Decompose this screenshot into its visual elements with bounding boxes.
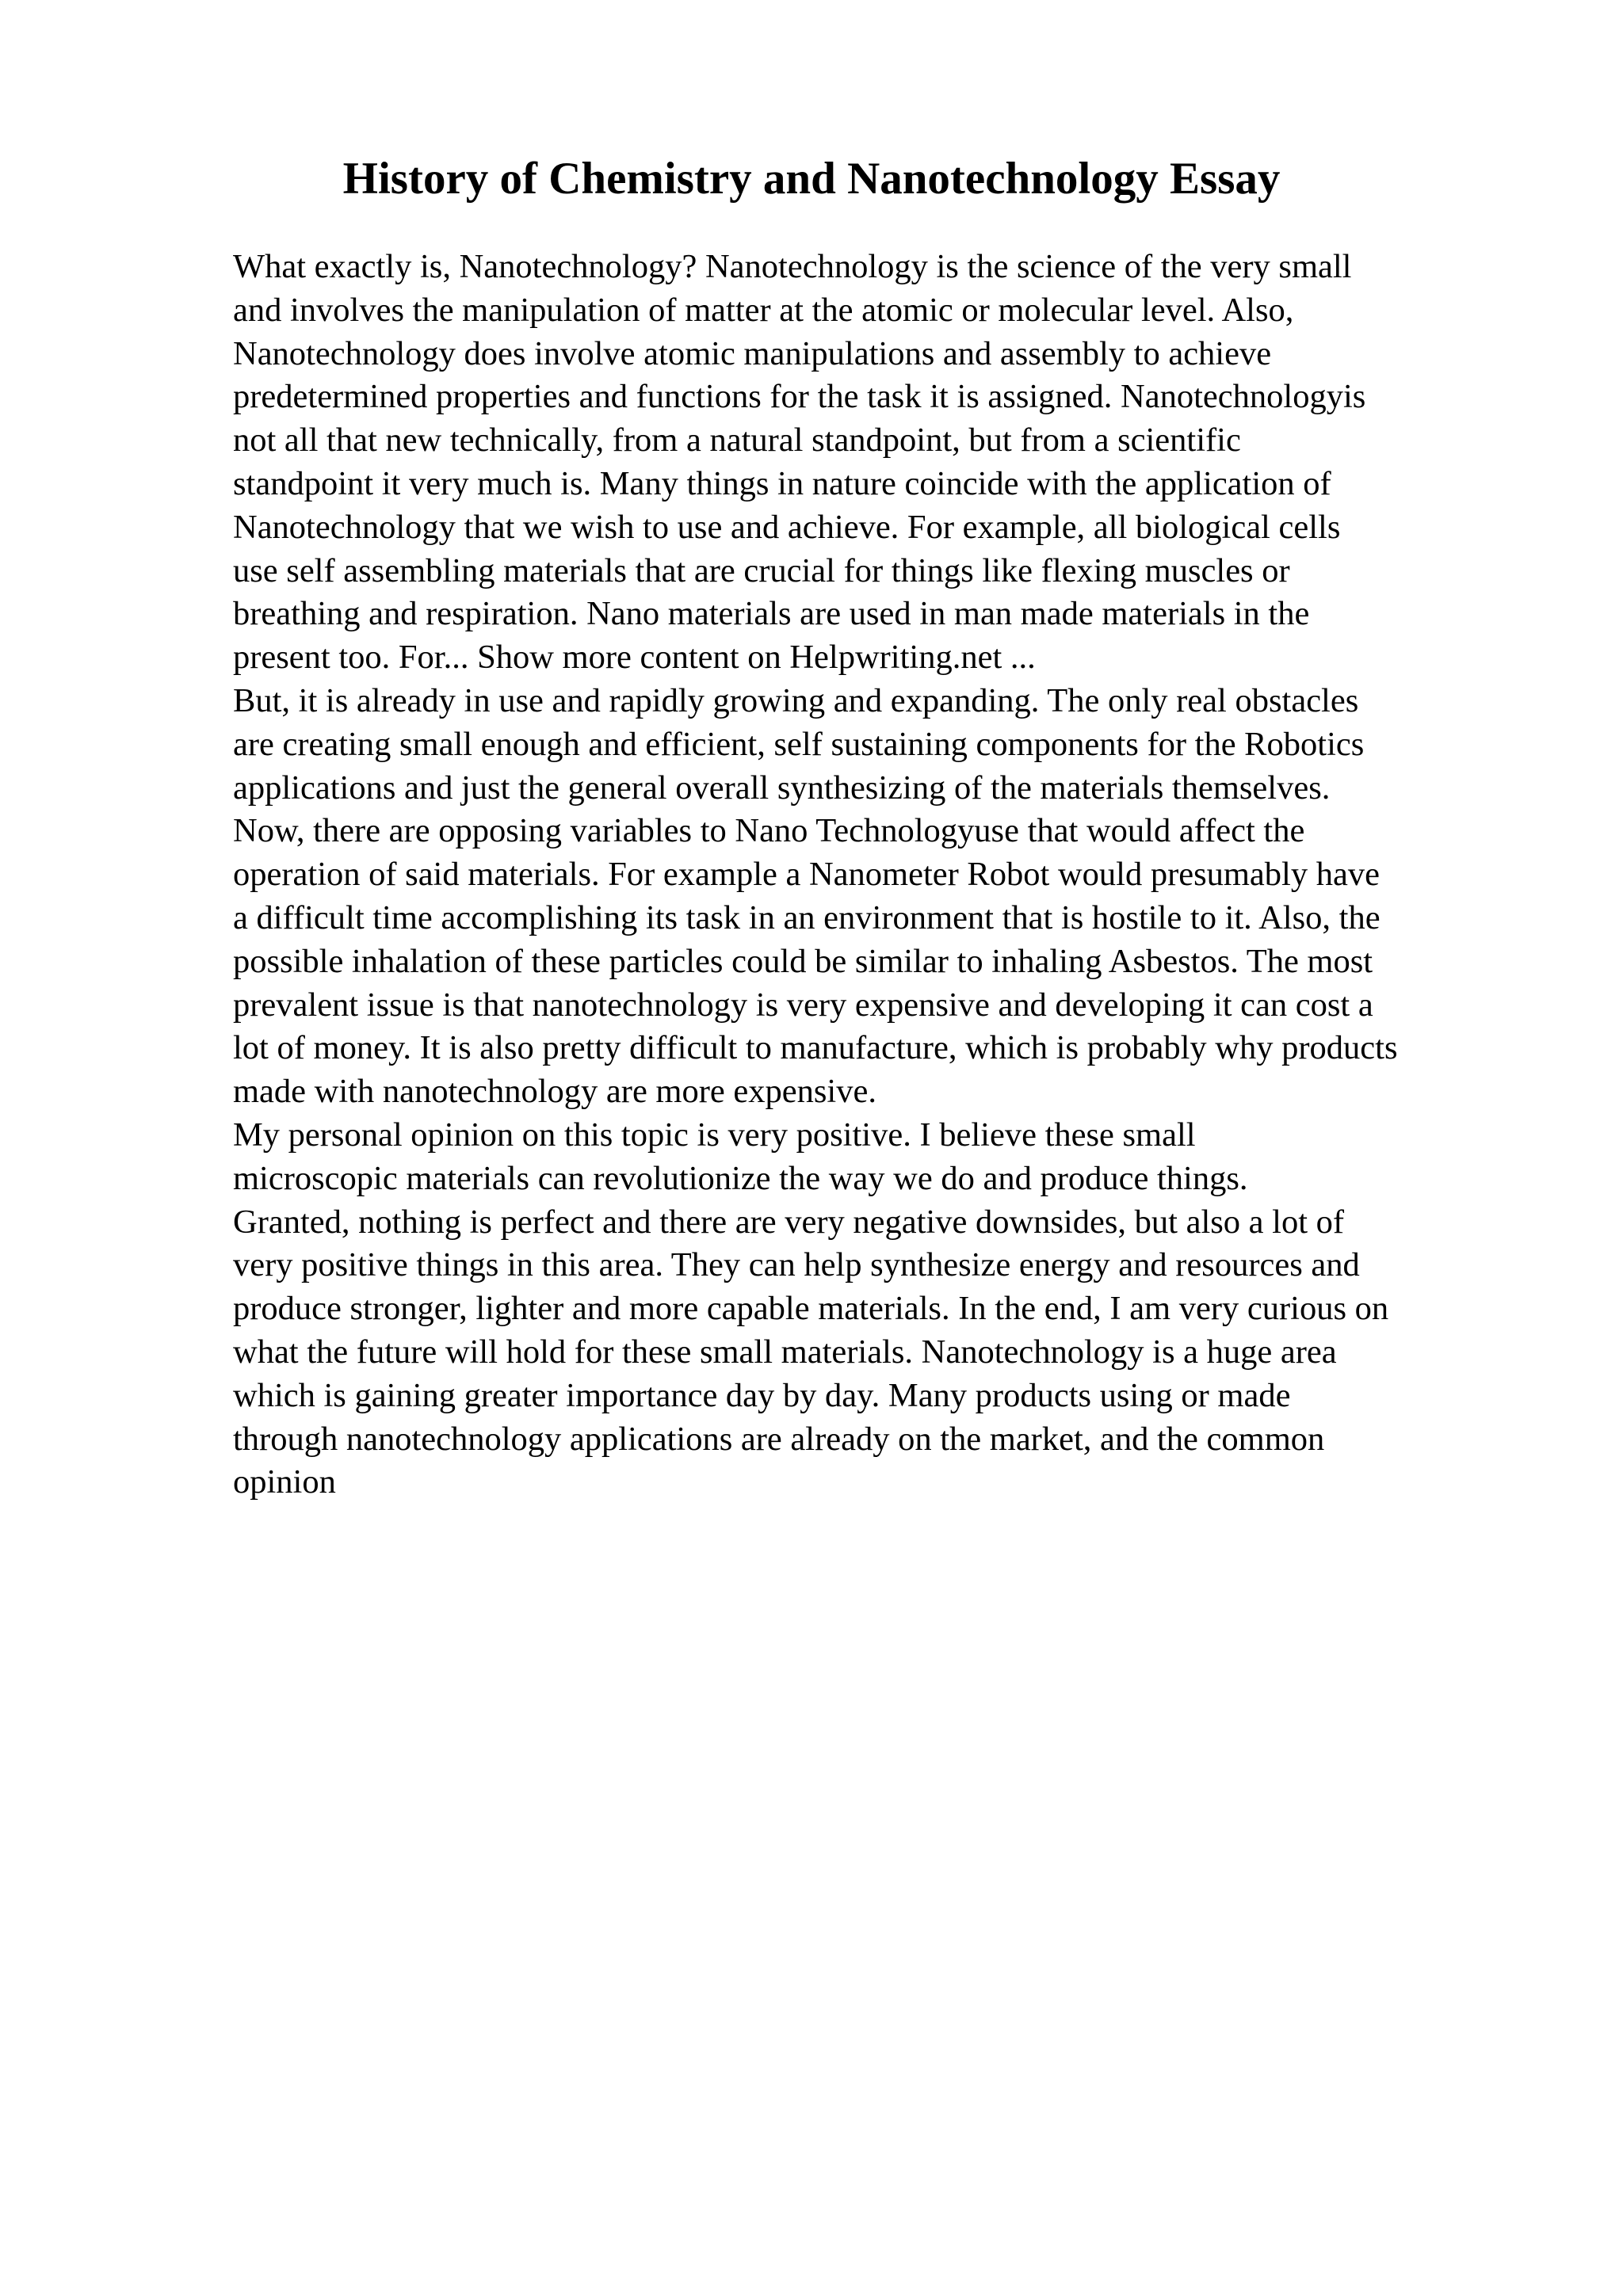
text-line: use self assembling materials that are crucial for things like flexing muscles or bbox=[233, 551, 1290, 589]
text-line: Nanotechnology does involve atomic manipulations and assembly to achieve bbox=[233, 334, 1272, 372]
document-title: History of Chemistry and Nanotechnology Essay bbox=[342, 154, 1281, 204]
text-line: breathing and respiration. Nano materials are used in man made materials in the bbox=[233, 595, 1310, 633]
text-line: what the future will hold for these small materials. Nanotechnology is a huge area bbox=[233, 1333, 1337, 1371]
text-line: opinion bbox=[233, 1463, 336, 1501]
text-line: My personal opinion on this topic is very positive. I believe these small bbox=[233, 1116, 1196, 1154]
text-line: applications and just the general overall synthesizing of the materials themselves. bbox=[233, 769, 1331, 807]
text-line: a difficult time accomplishing its task in an environment that is hostile to it. Also, the bbox=[233, 898, 1381, 936]
text-line: are creating small enough and efficient, self sustaining components for the Robotics bbox=[233, 725, 1365, 763]
text-line: produce stronger, lighter and more capable materials. In the end, I am very curious on bbox=[233, 1290, 1389, 1328]
text-line: predetermined properties and functions for the task it is assigned. Nanotechnologyis bbox=[233, 378, 1366, 416]
text-line: What exactly is, Nanotechnology? Nanotechnology is the science of the very small bbox=[233, 248, 1352, 285]
text-line: Now, there are opposing variables to Nano Technologyuse that would affect the bbox=[233, 812, 1305, 850]
text-line: microscopic materials can revolutionize the way we do and produce things. bbox=[233, 1159, 1248, 1197]
text-line: Nanotechnology that we wish to use and achieve. For example, all biological cells bbox=[233, 508, 1341, 546]
text-line: which is gaining greater importance day by day. Many products using or made bbox=[233, 1376, 1291, 1414]
text-line: through nanotechnology applications are already on the market, and the common bbox=[233, 1420, 1325, 1458]
text-line: prevalent issue is that nanotechnology is very expensive and developing it can cost a bbox=[233, 986, 1373, 1024]
text-line: not all that new technically, from a natural standpoint, but from a scientific bbox=[233, 421, 1241, 460]
text-line: standpoint it very much is. Many things in nature coincide with the application of bbox=[233, 464, 1331, 502]
text-line: possible inhalation of these particles could be similar to inhaling Asbestos. The most bbox=[233, 942, 1373, 980]
text-line: and involves the manipulation of matter at the atomic or molecular level. Also, bbox=[233, 291, 1294, 329]
text-line: Granted, nothing is perfect and there are very negative downsides, but also a lot of bbox=[233, 1203, 1345, 1241]
text-line: made with nanotechnology are more expensive. bbox=[233, 1073, 876, 1111]
text-line: lot of money. It is also pretty difficult to manufacture, which is probably why products bbox=[233, 1029, 1398, 1067]
essay-body bbox=[233, 246, 1596, 1505]
text-line: But, it is already in use and rapidly growing and expanding. The only real obstacles bbox=[233, 681, 1359, 719]
text-line: operation of said materials. For example a Nanometer Robot would presumably have bbox=[233, 856, 1380, 894]
text-line: very positive things in this area. They can help synthesize energy and resources and bbox=[233, 1246, 1360, 1284]
text-line: present too. For... Show more content on Helpwriting.net ... bbox=[233, 639, 1036, 677]
